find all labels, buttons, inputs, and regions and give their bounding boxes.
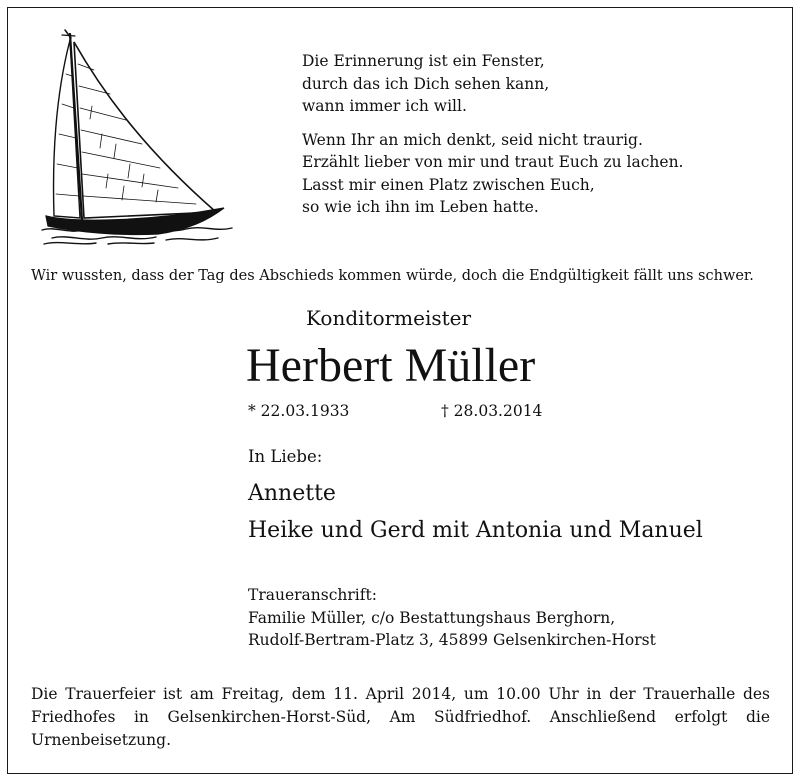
poem-line: wann immer ich will. (302, 97, 467, 115)
poem-line: Erzählt lieber von mir und traut Euch zu lachen. (302, 153, 684, 171)
poem-stanza-1 (302, 50, 772, 118)
deceased-name: Herbert Müller (246, 339, 536, 392)
poem-line: Lasst mir einen Platz zwischen Euch, (302, 175, 595, 194)
poem-line: durch das ich Dich sehen kann, (302, 74, 550, 93)
mourning-address (248, 584, 656, 652)
poem-line: Wenn Ihr an mich denkt, seid nicht traurig. (302, 130, 643, 149)
mourner-name: Annette (248, 481, 336, 506)
poem-line: so wie ich ihn im Leben hatte. (302, 198, 539, 216)
poem-stanza-2 (302, 129, 772, 219)
sailboat-icon (38, 24, 238, 246)
intro-sentence: Wir wussten, dass der Tag des Abschieds kommen würde, doch die Endgültigkeit fällt uns schwer. (31, 268, 754, 284)
funeral-details: Die Trauerfeier ist am Freitag, dem 11. April 2014, um 10.00 Uhr in der Trauerhalle des Friedhofes in Gelsenkirchen-Horst-Süd, Am Südfriedhof. Anschließend erfolgt die Urnenbeisetzung. (31, 685, 770, 749)
address-line: Rudolf-Bertram-Platz 3, 45899 Gelsenkirchen-Horst (248, 631, 656, 649)
mourner-name: Heike und Gerd mit Antonia und Manuel (248, 518, 703, 543)
poem-line: Die Erinnerung ist ein Fenster, (302, 52, 545, 70)
address-label: Traueranschrift: (248, 586, 377, 604)
poem (302, 50, 772, 230)
birth-date: * 22.03.1933 (248, 402, 350, 420)
address-line: Familie Müller, c/o Bestattungshaus Berghorn, (248, 608, 616, 627)
mourners-label: In Liebe: (248, 447, 323, 466)
death-date: † 28.03.2014 (441, 402, 543, 420)
profession-title: Konditormeister (306, 306, 472, 330)
